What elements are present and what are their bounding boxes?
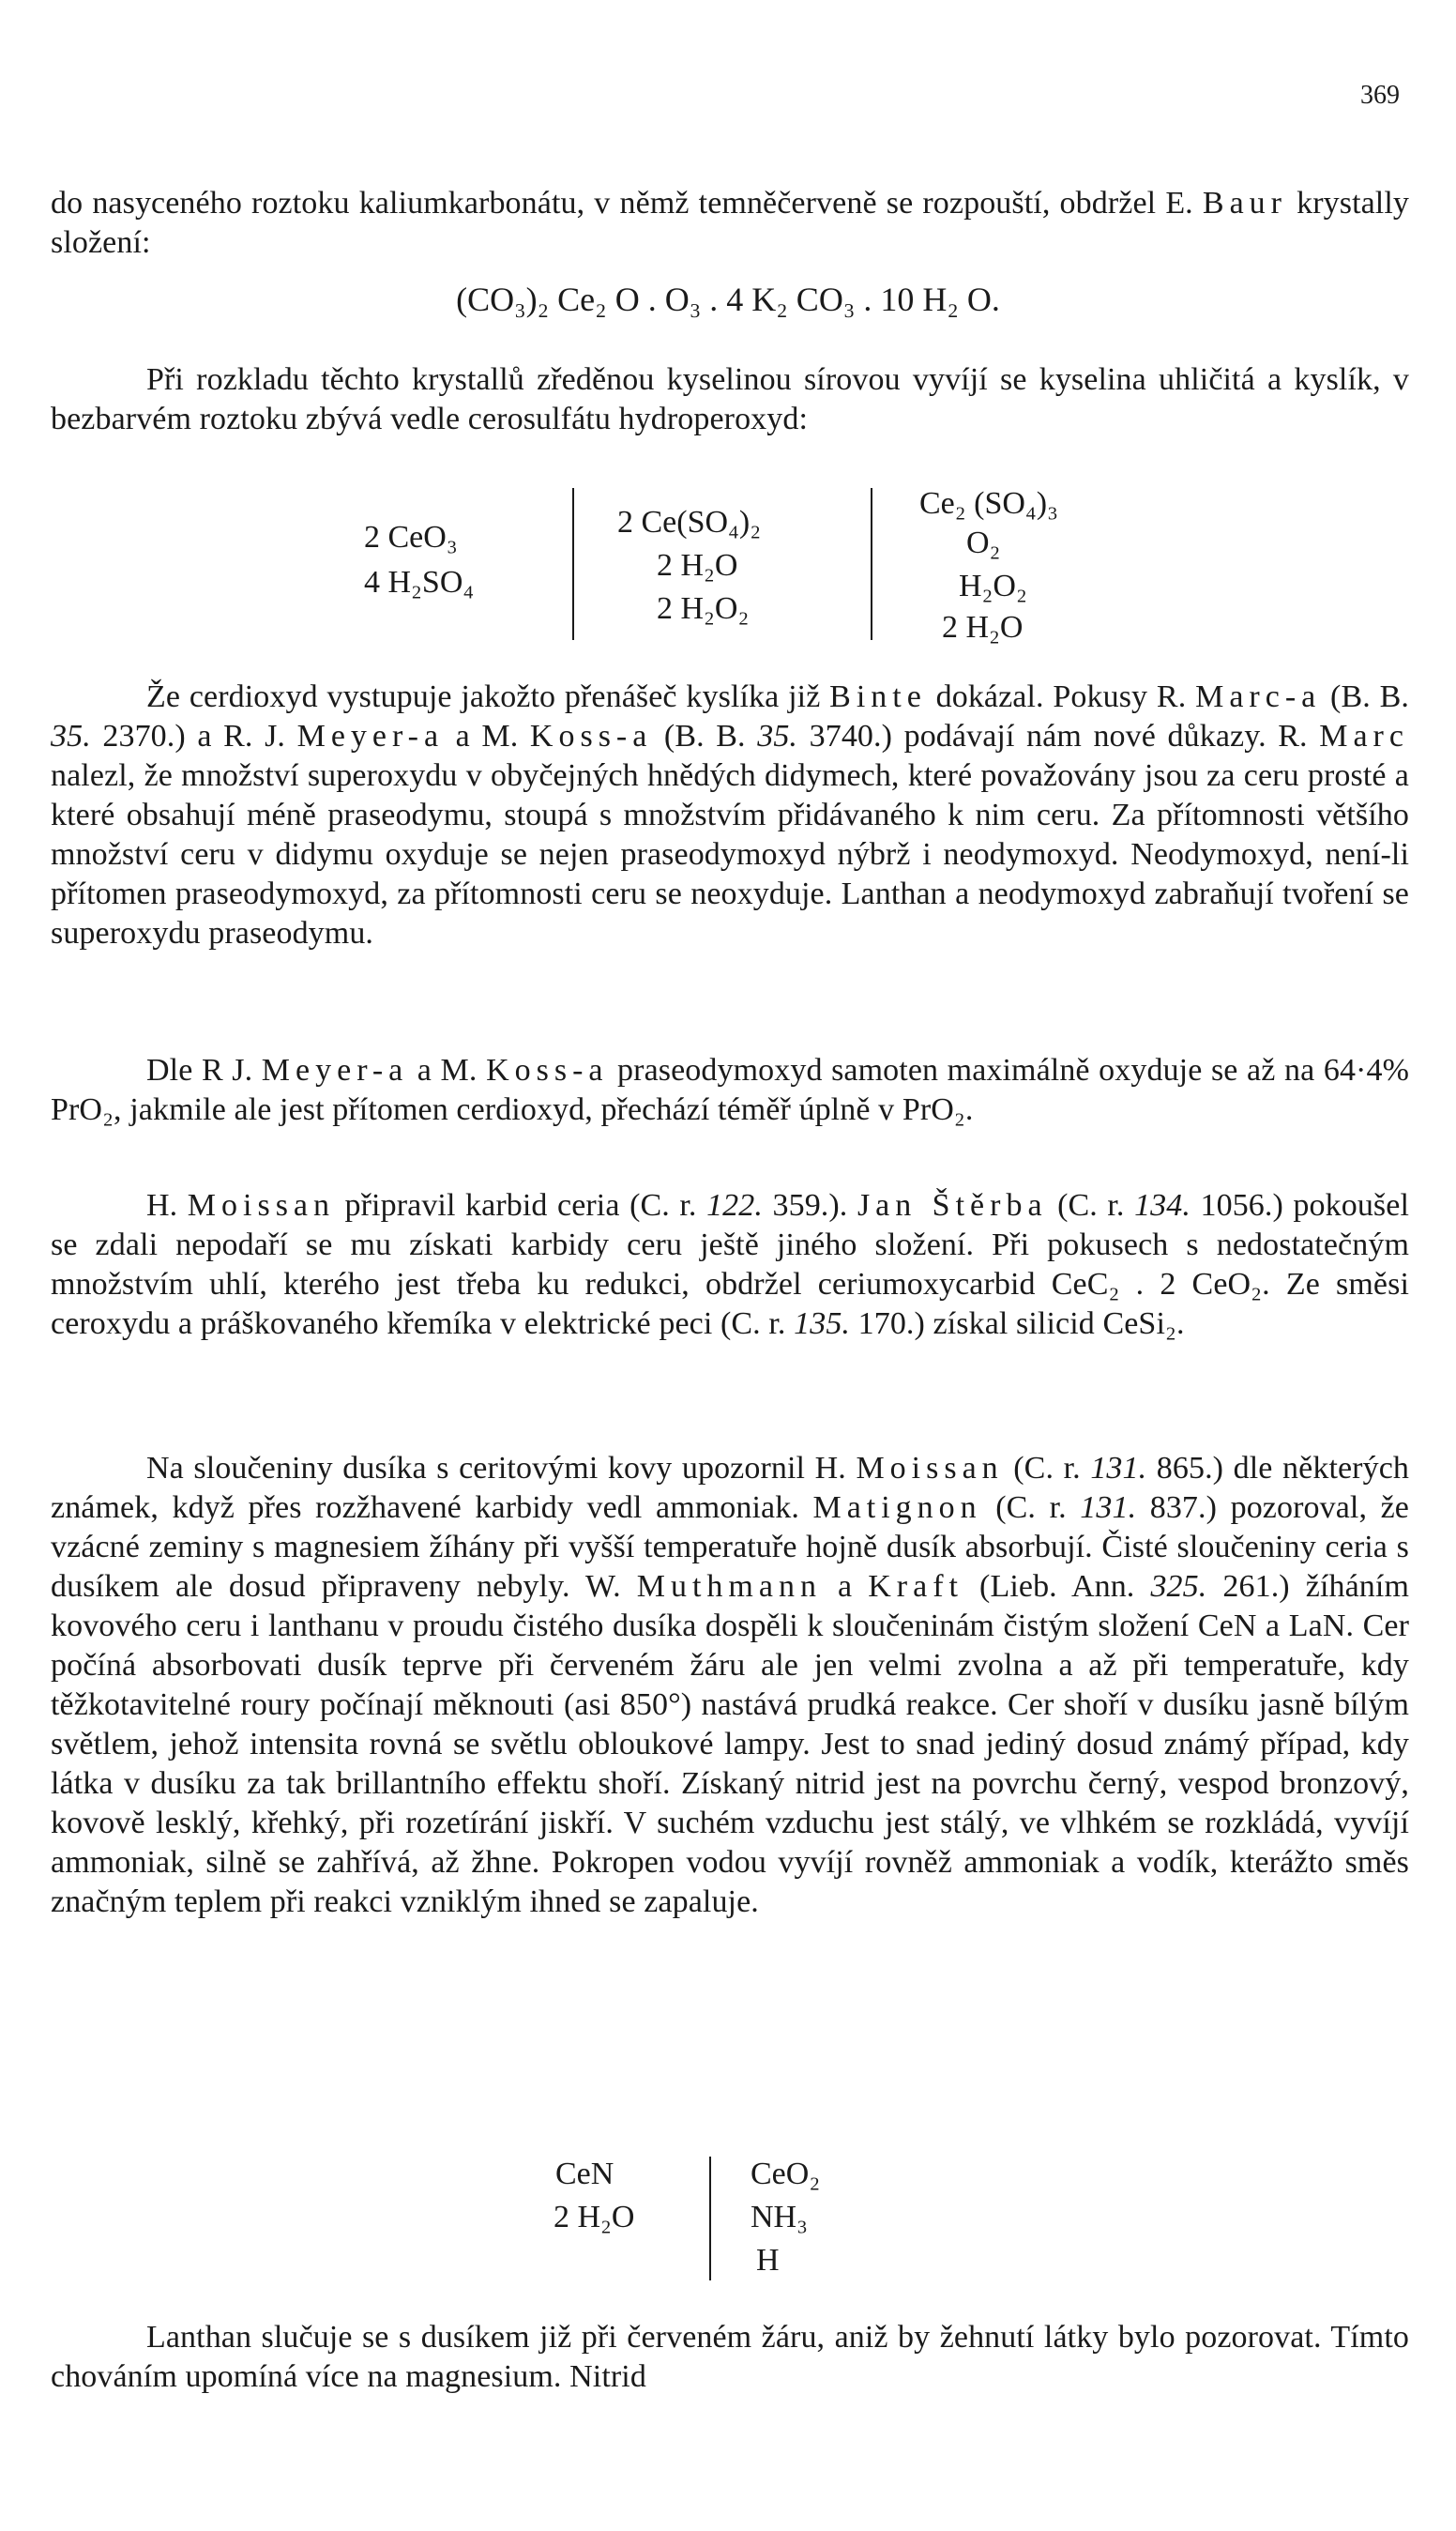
eq2-product-1: CeO₂ xyxy=(751,2157,821,2191)
eq1-product-3: 2 H₂O₂ xyxy=(657,591,750,626)
paragraph-1: do nasyceného roztoku kaliumkarbonátu, v němž temněčerveně se rozpouští, obdržel E. Baur krystally složení: xyxy=(51,186,1410,260)
eq2-divider xyxy=(709,2157,711,2280)
eq1-product-2: 2 H₂O xyxy=(657,548,738,583)
eq2-product-2: NH₃ xyxy=(751,2200,808,2234)
paragraph-5: H. Moissan připravil karbid ceria (C. r. 122. 359.). Jan Štěrba (C. r. 134. 1056.) pokoušel se zdali nepodaří se mu získati karbidy ceru ještě jiného složení. Při pokusech s nedostatečným množstvím uhlí, kterého jest třeba ku redukci, obdržel ceriumoxycarbid CeC₂ . 2 CeO₂. Ze směsi ceroxydu a práškovaného křemíka v elektrické peci (C. r. 135. 170.) získal silicid CeSi₂. xyxy=(51,1188,1409,1341)
eq1-final-2: O₂ xyxy=(966,526,1001,560)
eq1-final-4: 2 H₂O xyxy=(942,610,1024,645)
eq1-divider-2 xyxy=(871,488,872,640)
eq2-reactant-1: CeN xyxy=(555,2157,614,2191)
eq2-reactant-2: 2 H₂O xyxy=(554,2200,635,2234)
eq1-reactant-2: 4 H₂SO₄ xyxy=(364,565,475,600)
eq1-final-3: H₂O₂ xyxy=(959,569,1027,603)
eq1-final-1: Ce₂ (SO₄)₃ xyxy=(919,486,1058,521)
eq2-product-3: H xyxy=(756,2243,780,2278)
paragraph-3: Že cerdioxyd vystupuje jakožto přenášeč kyslíka již Binte dokázal. Pokusy R. Marc-a (B. B. 35. 2370.) a R. J. Meyer-a a M. Koss-a (B. B. 35. 3740.) podávají nám nové důkazy. R. Marc nalezl, že množství superoxydu v obyčejných hnědých didymech, které považovány jsou za ceru prosté a které obsahují méně praseodymu, stoupá s množstvím přidávaného k nim ceru. Za přítomnosti většího množství ceru v didymu oxyduje se nejen praseodymoxyd nýbrž i neodymoxyd. Neodymoxyd, není-li přítomen praseodymoxyd, za přítomnosti ceru se neoxyduje. Lanthan a neodymoxyd zabraňují tvoření se superoxydu praseodymu. xyxy=(51,679,1409,951)
eq1-reactant-1: 2 CeO₃ xyxy=(364,520,458,555)
eq1-divider-1 xyxy=(572,488,574,640)
paragraph-2: Při rozkladu těchto krystallů zředěnou kyselinou sírovou vyvíjí se kyselina uhličitá a kyslík, v bezbarvém roztoku zbývá vedle cerosulfátu hydroperoxyd: xyxy=(51,362,1409,436)
paragraph-6: Na sloučeniny dusíka s ceritovými kovy upozornil H. Moissan (C. r. 131. 865.) dle některých známek, když přes rozžhavené karbidy vedl ammoniak. Matignon (C. r. 131. 837.) pozoroval, že vzácné zeminy s magnesiem žíhány při vyšší temperatuře hojně dusík absorbují. Čisté sloučeniny ceria s dusíkem ale dosud připraveny nebyly. W. Muthmann a Kraft (Lieb. Ann. 325. 261.) žíháním kovového ceru i lanthanu v proudu čistého dusíka dospěli k sloučeninám čistým složení CeN a LaN. Cer počíná absorbovati dusík teprve při červeném žáru ale jen velmi zvolna a až při temperatuře, kdy těžkotavitelné roury počínají měknouti (asi 850°) nastává prudká reakce. Cer shoří v dusíku jasně bílým světlem, jehož intensita rovná se světlu obloukové lampy. Jest to snad jediný dosud známý případ, kdy látka v dusíku za tak brillantního effektu shoří. Získaný nitrid jest na povrchu černý, vespod bronzový, kovově lesklý, křehký, při rozetírání jiskří. V suchém vzduchu jest stálý, ve vlhkém se rozkládá, vyvíjí ammoniak, silně se zahřívá, až žhne. Pokropen vodou vyvíjí rovněž ammoniak a vodík, kterážto směs značným teplem při reakci vzniklým ihned se zapaluje. xyxy=(51,1451,1409,1919)
formula-baur-crystals: (CO₃)₂ Ce₂ O . O₃ . 4 K₂ CO₃ . 10 H₂ O. xyxy=(456,281,1000,318)
page-number: 369 xyxy=(1360,81,1400,110)
paragraph-7: Lanthan slučuje se s dusíkem již při červeném žáru, aniž by žehnutí látky bylo pozorovat. Tímto chováním upomíná více na magnesium. Nitrid xyxy=(51,2320,1409,2394)
paragraph-4: Dle R J. Meyer-a a M. Koss-a praseodymoxyd samoten maximálně oxyduje se až na 64·4% PrO₂, jakmile ale jest přítomen cerdioxyd, přechází téměř úplně v PrO₂. xyxy=(51,1053,1409,1127)
eq1-product-1: 2 Ce(SO₄)₂ xyxy=(617,505,762,540)
